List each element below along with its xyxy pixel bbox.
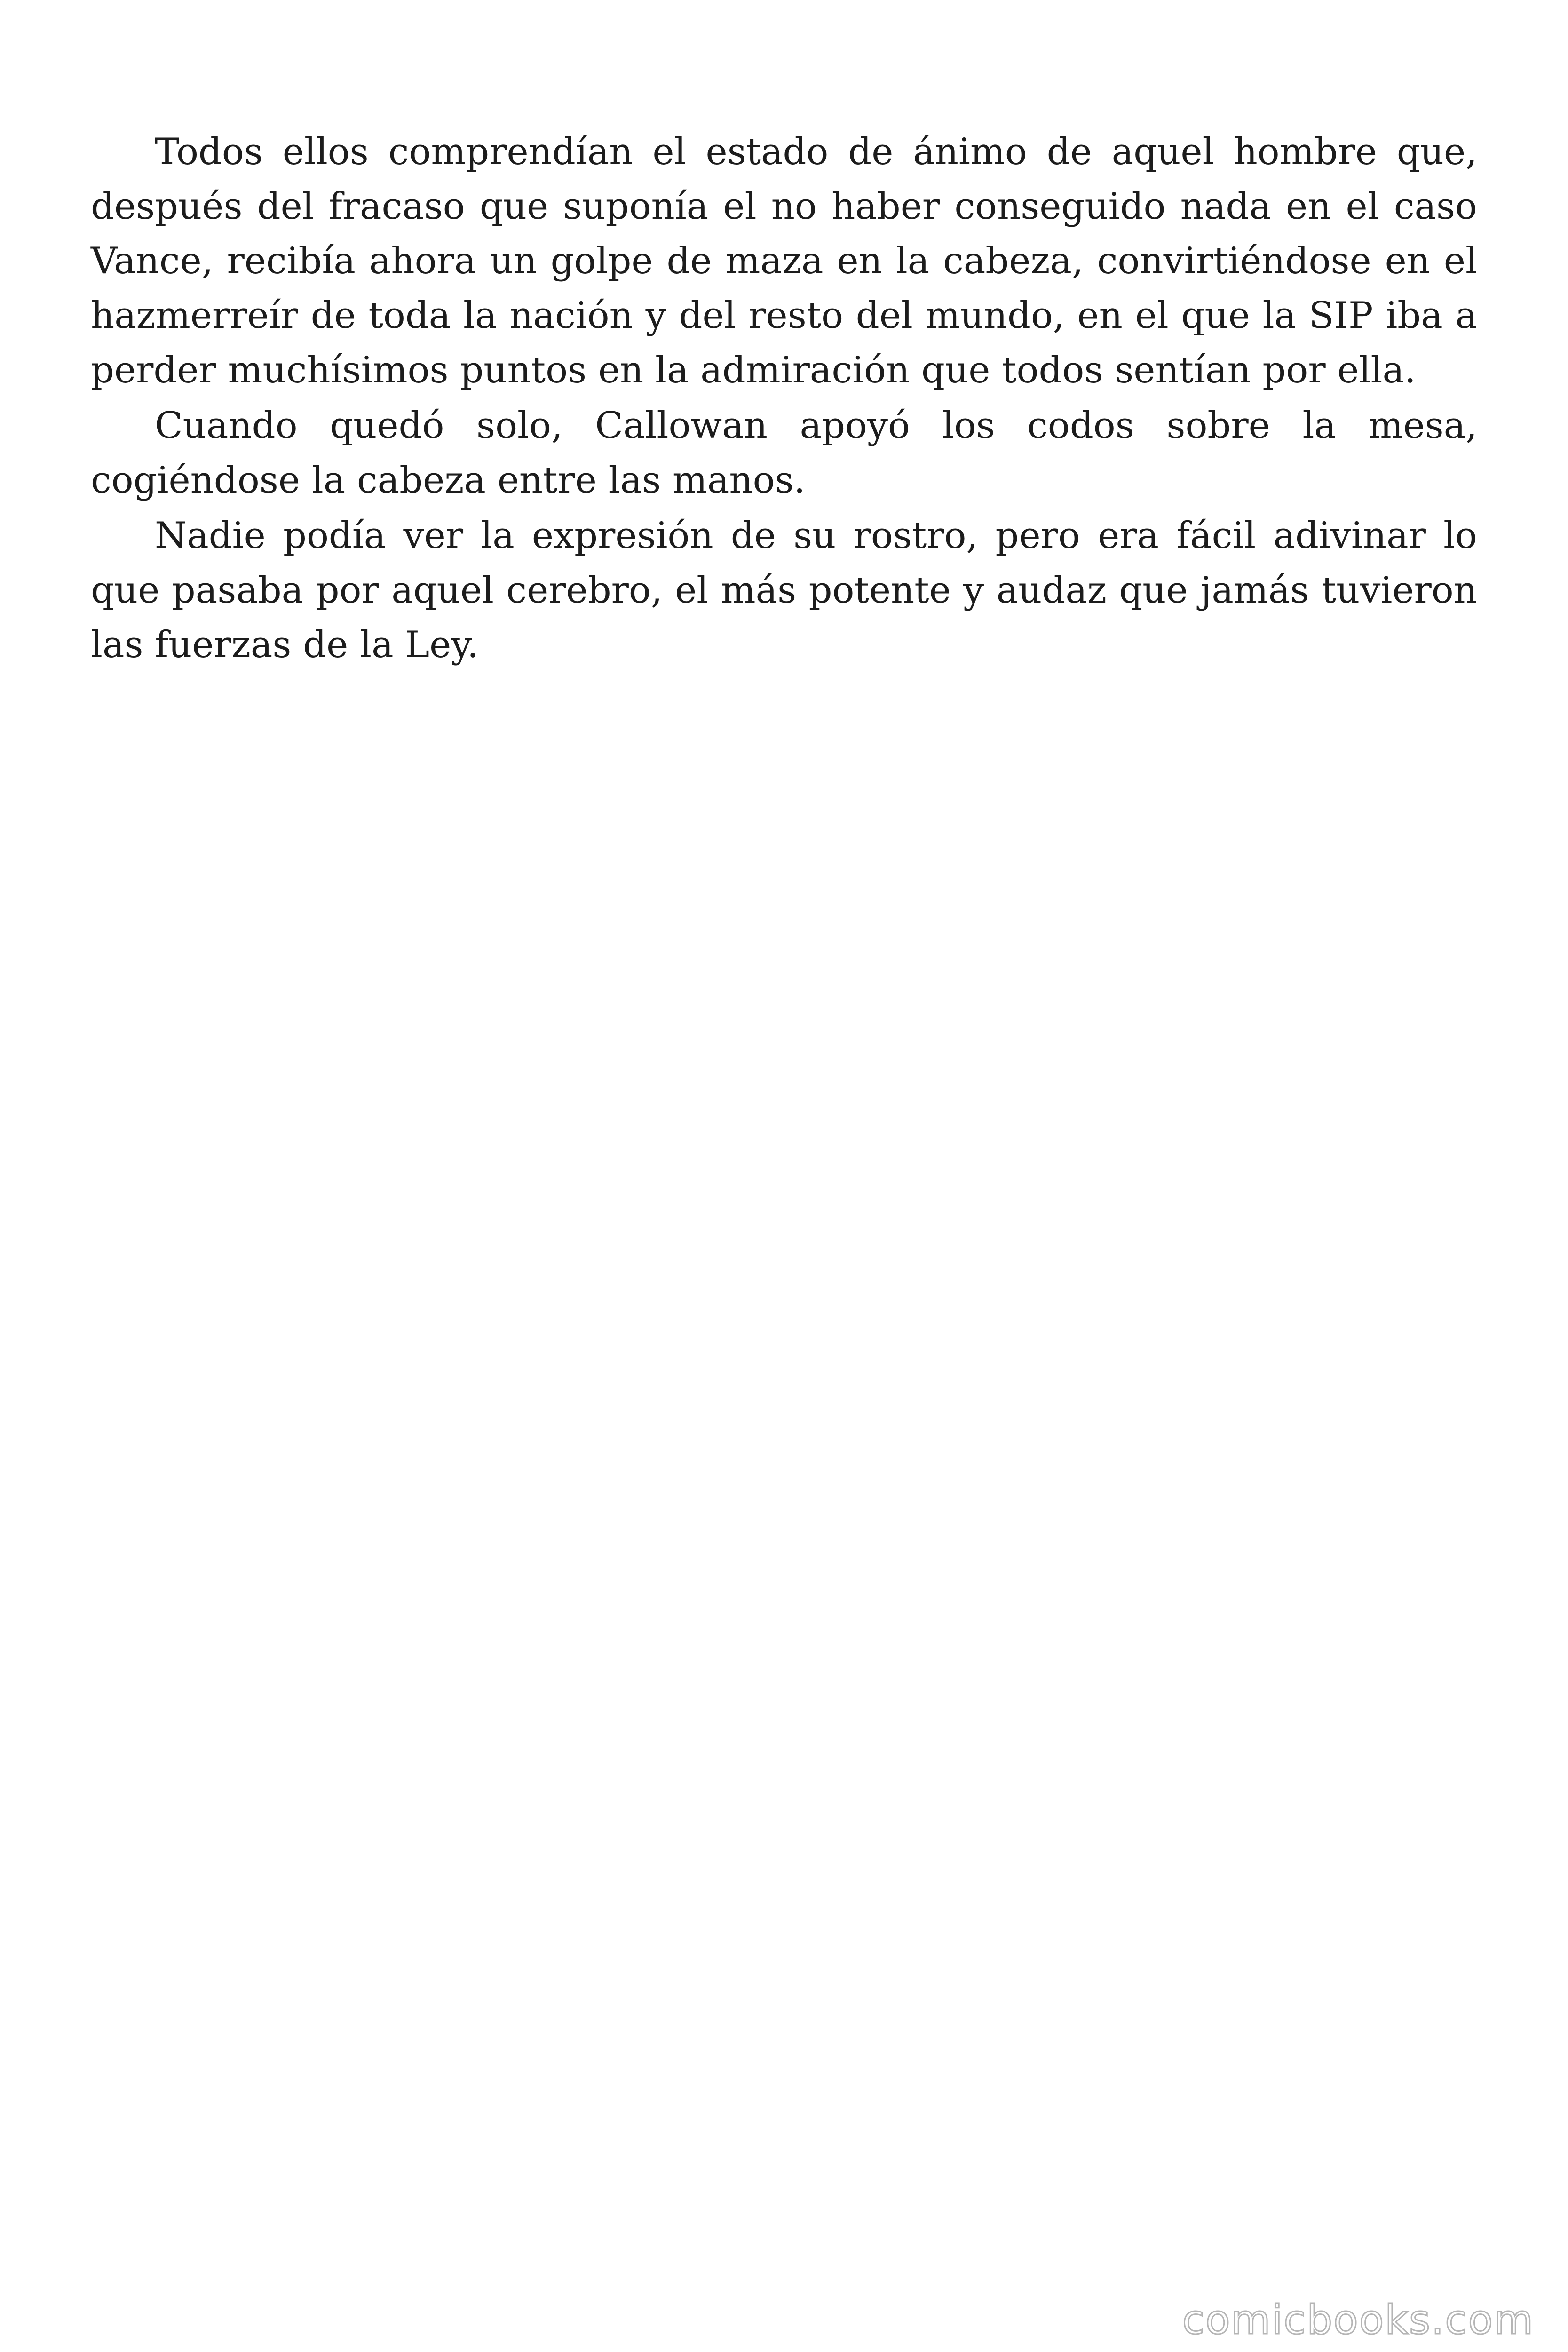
paragraph-1: Todos ellos comprendían el estado de ánimo de aquel hombre que, después del fracaso que suponía el no haber conseguido nada en el caso Vance, recibía ahora un golpe de maza en la cabeza, convirtiéndose en el hazmerreír de toda la nación y del resto del mundo, en el que la SIP iba a perder muchísimos puntos en la admiración que todos sentían por ella. [91,131,1477,391]
paragraph-3: Nadie podía ver la expresión de su rostro, pero era fácil adivinar lo que pasaba por aquel cerebro, el más potente y audaz que jamás tuvieron las fuerzas de la Ley. [91,515,1477,666]
paragraph-2: Cuando quedó solo, Callowan apoyó los codos sobre la mesa, cogiéndose la cabeza entre las manos. [91,405,1477,501]
watermark: comicbooks.com [1182,2296,1534,2344]
body-text [91,125,1477,673]
